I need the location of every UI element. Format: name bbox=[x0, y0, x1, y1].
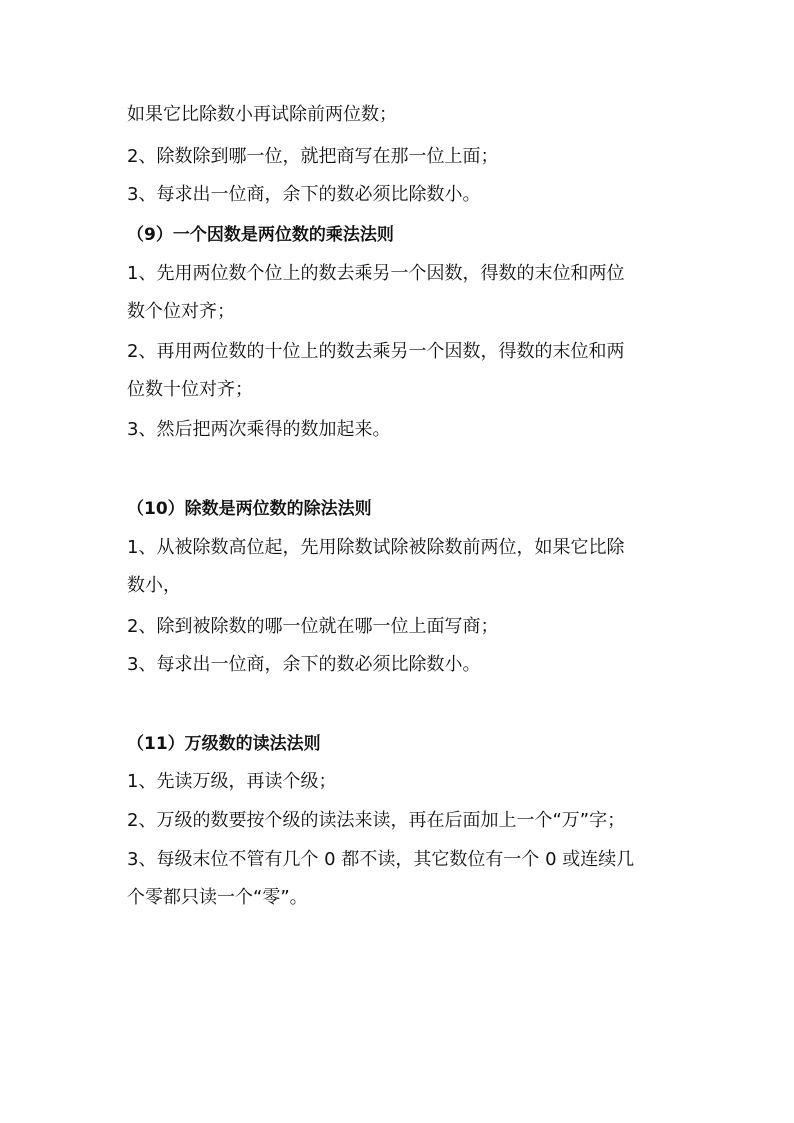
text-line: 2、除数除到哪一位，就把商写在那一位上面； bbox=[127, 146, 499, 167]
section-heading-9: （9）一个因数是两位数的乘法法则 bbox=[127, 225, 394, 245]
text-line: 3、然后把两次乘得的数加起来。 bbox=[127, 419, 391, 440]
text-line: 1、先读万级，再读个级； bbox=[127, 771, 337, 792]
text-line: 3、每求出一位商，余下的数必须比除数小。 bbox=[127, 654, 481, 675]
text-line: 1、先用两位数个位上的数去乘另一个因数，得数的末位和两位 bbox=[127, 263, 625, 284]
text-line: 数小， bbox=[127, 575, 181, 596]
text-line: 数个位对齐； bbox=[127, 301, 235, 322]
section-heading-10: （10）除数是两位数的除法法则 bbox=[127, 499, 372, 519]
text-line: 2、再用两位数的十位上的数去乘另一个因数，得数的末位和两 bbox=[127, 341, 625, 362]
text-line: 位数十位对齐； bbox=[127, 379, 253, 400]
text-line: 如果它比除数小再试除前两位数； bbox=[127, 104, 397, 125]
text-line: 3、每级末位不管有几个 0 都不读，其它数位有一个 0 或连续几 bbox=[127, 849, 635, 870]
text-line: 1、从被除数高位起，先用除数试除被除数前两位，如果它比除 bbox=[127, 537, 625, 558]
text-line: 2、万级的数要按个级的读法来读，再在后面加上一个“万”字； bbox=[127, 810, 626, 831]
text-line: 3、每求出一位商，余下的数必须比除数小。 bbox=[127, 184, 481, 205]
section-heading-11: （11）万级数的读法法则 bbox=[127, 734, 321, 754]
text-line: 个零都只读一个“零”。 bbox=[127, 887, 308, 908]
text-line: 2、除到被除数的哪一位就在哪一位上面写商； bbox=[127, 616, 499, 637]
